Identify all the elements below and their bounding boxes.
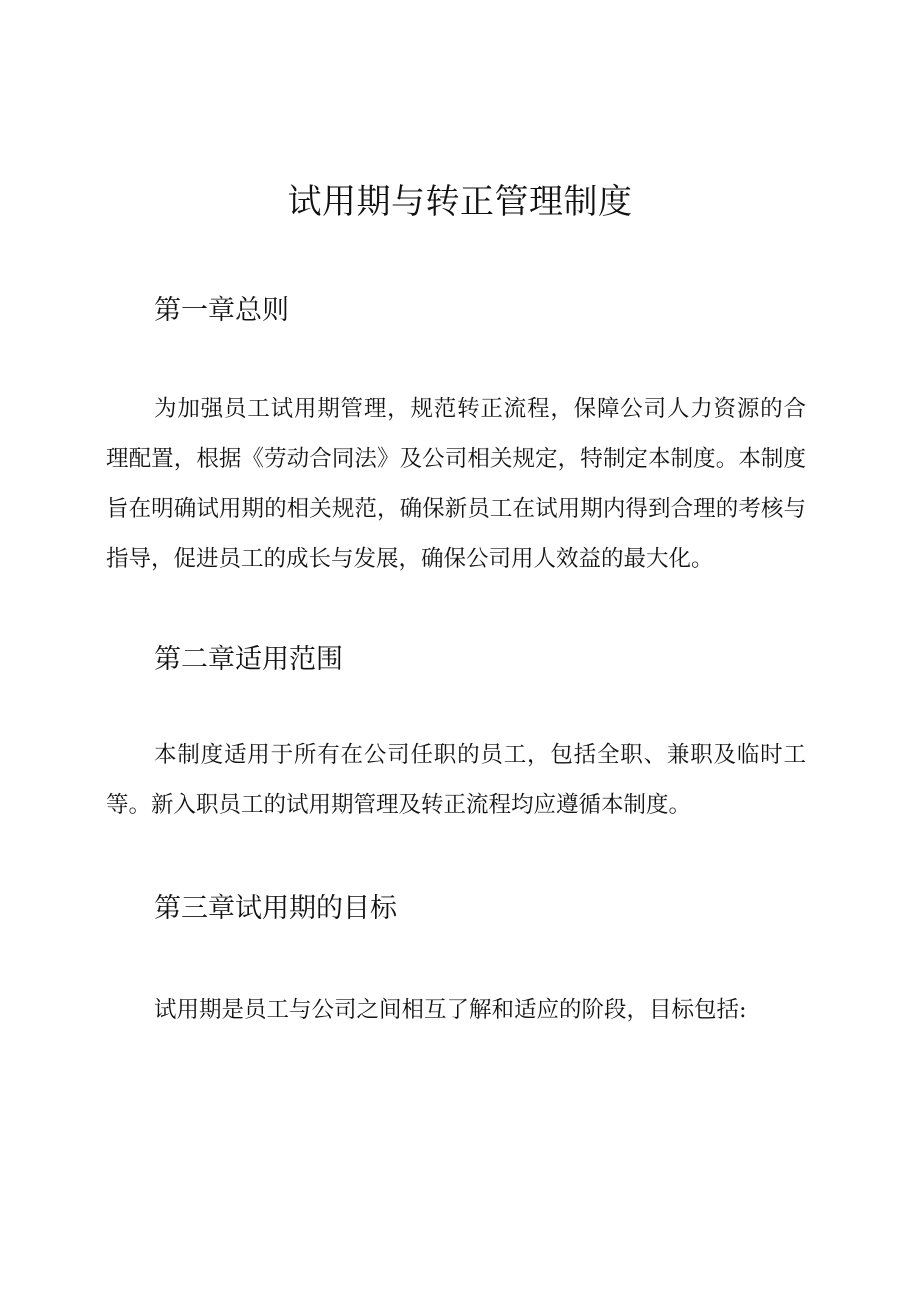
chapter-2-paragraph: 本制度适用于所有在公司任职的员工，包括全职、兼职及临时工等。新入职员工的试用期管理及转正流程均应遵循本制度。 [106,742,806,818]
chapter-3-paragraph: 试用期是员工与公司之间相互了解和适应的阶段，目标包括: [154,997,747,1023]
chapter-1-paragraph: 为加强员工试用期管理，规范转正流程，保障公司人力资源的合理配置，根据《劳动合同法》及公司相关规定，特制定本制度。本制度旨在明确试用期的相关规范，确保新员工在试用期内得到合理的考核与指导，促进员工的成长与发展，确保公司用人效益的最大化。 [106,396,806,572]
chapter-1-heading: 第一章总则 [154,295,289,326]
chapter-3-heading: 第三章试用期的目标 [154,893,397,924]
chapter-2-heading: 第二章适用范围 [154,644,343,675]
document-title: 试用期与转正管理制度 [287,182,633,222]
